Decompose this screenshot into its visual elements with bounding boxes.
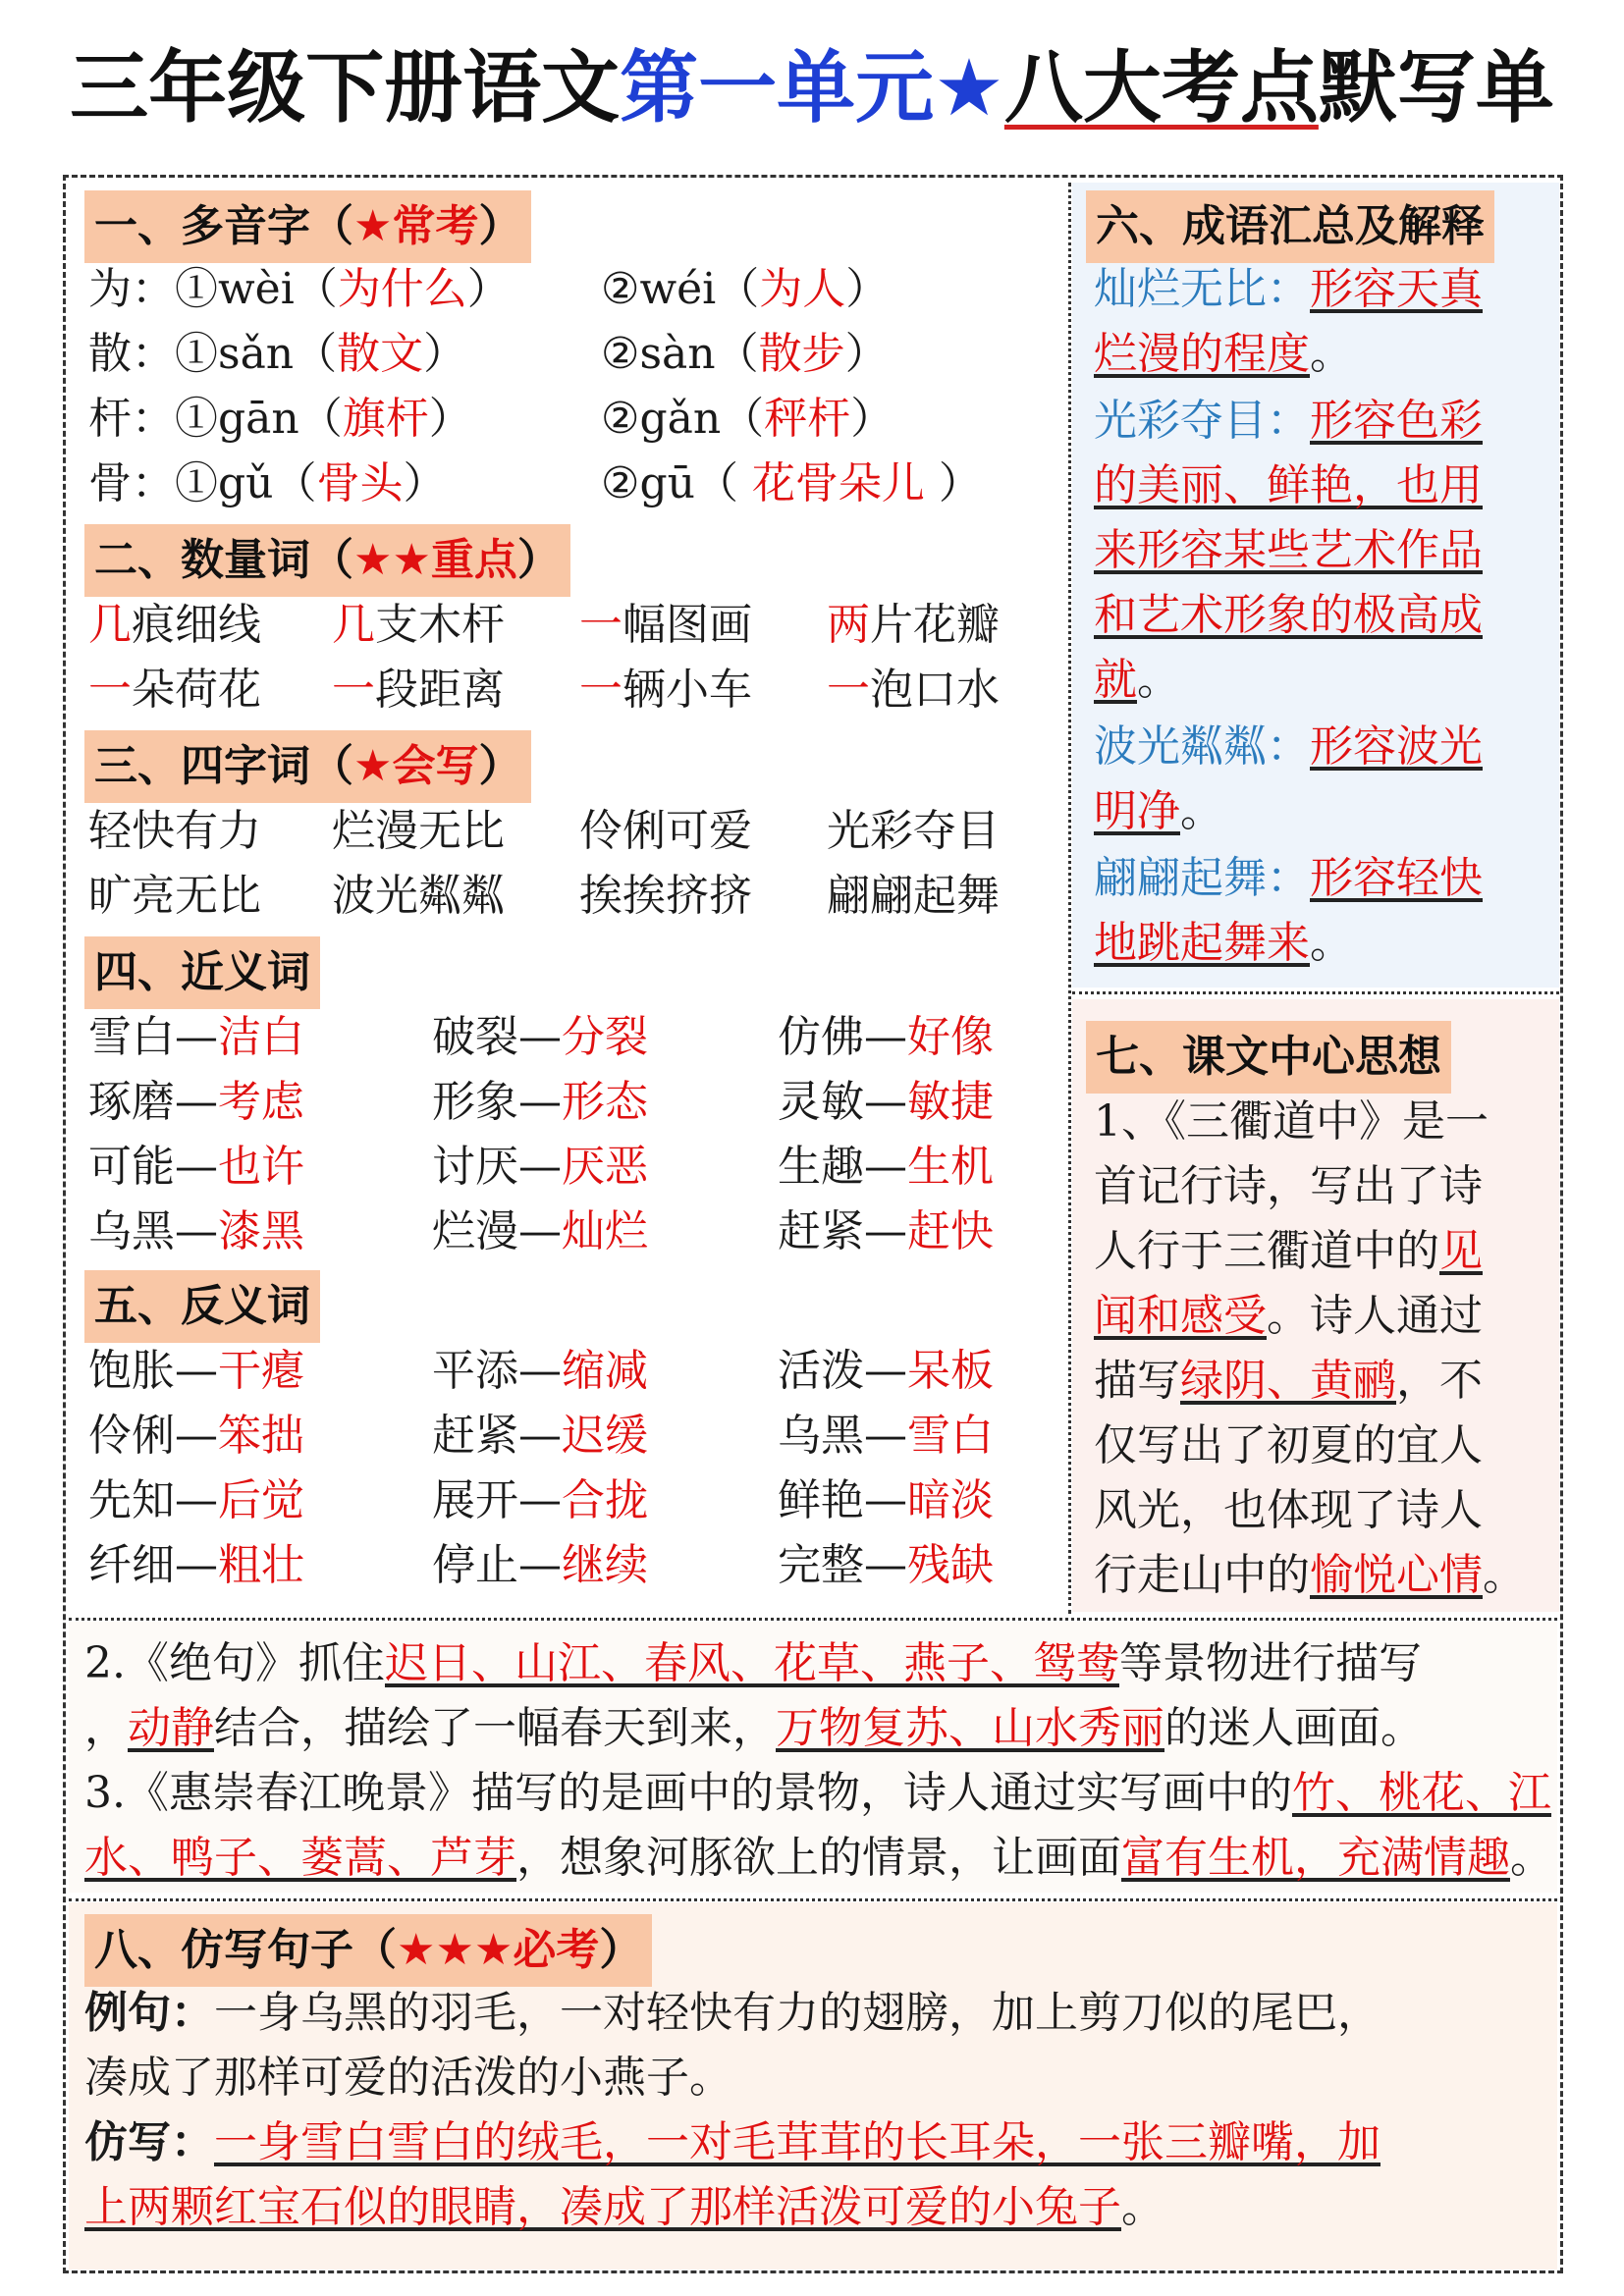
section-antonym-header: 五、反义词 xyxy=(84,1270,320,1343)
imitation-divider xyxy=(69,1898,1557,1901)
polyphonic-row: ②gū（ 花骨朵儿 ） xyxy=(601,458,982,508)
theme-line: 1、《三衢道中》是一 xyxy=(1094,1096,1489,1147)
quantifier-item: 一段距离 xyxy=(332,665,505,715)
synonym-pair: 讨厌—厌恶 xyxy=(432,1142,648,1192)
theme-line: 行走山中的愉悦心情。 xyxy=(1094,1550,1526,1600)
synonym-pair: 乌黑—漆黑 xyxy=(88,1206,304,1256)
section-synonym-header: 四、近义词 xyxy=(84,936,320,1009)
synonym-pair: 形象—形态 xyxy=(432,1077,648,1127)
synonym-pair: 仿佛—好像 xyxy=(778,1012,994,1062)
theme-line: 描写绿阴、黄鹂，不 xyxy=(1094,1356,1483,1406)
quantifier-item: 几支木杆 xyxy=(332,600,505,650)
quantifier-item: 一泡口水 xyxy=(827,665,1000,715)
antonym-pair: 乌黑—雪白 xyxy=(778,1411,994,1461)
section-four-char-header: 三、四字词（★会写） xyxy=(84,730,531,803)
imitation-sentence: 上两颗红宝石似的眼睛，凑成了那样活泼可爱的小兔子。 xyxy=(84,2182,1164,2232)
four-char-word: 挨挨挤挤 xyxy=(579,871,752,921)
antonym-pair: 伶俐—笨拙 xyxy=(88,1411,304,1461)
synonym-pair: 赶紧—赶快 xyxy=(778,1206,994,1256)
right-divider xyxy=(1072,991,1559,994)
quantifier-item: 一幅图画 xyxy=(579,600,752,650)
antonym-pair: 活泼—呆板 xyxy=(778,1346,994,1396)
synonym-pair: 琢磨—考虑 xyxy=(88,1077,304,1127)
antonym-pair: 饱胀—干瘪 xyxy=(88,1346,304,1396)
synonym-pair: 烂漫—灿烂 xyxy=(432,1206,648,1256)
quantifier-item: 一辆小车 xyxy=(579,665,752,715)
poem-summary-line: ，动静结合，描绘了一幅春天到来，万物复苏、山水秀丽的迷人画面。 xyxy=(84,1703,1424,1753)
polyphonic-row: 杆：①gān（旗杆） xyxy=(88,394,472,444)
four-char-word: 伶俐可爱 xyxy=(579,806,752,856)
polyphonic-row: ②wéi（为人） xyxy=(601,264,890,314)
section-theme-header: 七、课文中心思想 xyxy=(1086,1021,1451,1094)
section-imitation-header: 八、仿写句子（★★★必考） xyxy=(84,1914,652,1987)
four-char-word: 烂漫无比 xyxy=(332,806,505,856)
antonym-pair: 先知—后觉 xyxy=(88,1475,304,1525)
four-char-word: 光彩夺目 xyxy=(827,806,1000,856)
section-polyphonic-header: 一、多音字（★常考） xyxy=(84,190,531,263)
synonym-pair: 生趣—生机 xyxy=(778,1142,994,1192)
quantifier-item: 几痕细线 xyxy=(88,600,261,650)
example-sentence: 例句：一身乌黑的羽毛，一对轻快有力的翅膀，加上剪刀似的尾巴， xyxy=(84,1988,1380,2038)
idiom-explanation: 地跳起舞来。 xyxy=(1094,918,1353,968)
antonym-pair: 停止—继续 xyxy=(432,1540,648,1590)
four-char-word: 波光粼粼 xyxy=(332,871,505,921)
example-sentence: 凑成了那样可爱的活泼的小燕子。 xyxy=(84,2053,732,2103)
antonym-pair: 鲜艳—暗淡 xyxy=(778,1475,994,1525)
column-divider xyxy=(1068,183,1071,1614)
synonym-pair: 雪白—洁白 xyxy=(88,1012,304,1062)
four-char-word: 旷亮无比 xyxy=(88,871,261,921)
theme-line: 人行于三衢道中的见 xyxy=(1094,1226,1483,1276)
idiom-entry: 波光粼粼：形容波光 xyxy=(1094,721,1483,772)
idiom-explanation: 的美丽、鲜艳，也用 xyxy=(1094,460,1483,510)
synonym-pair: 灵敏—敏捷 xyxy=(778,1077,994,1127)
poem-summary-line: 水、鸭子、蒌蒿、芦芽，想象河豚欲上的情景，让画面富有生机，充满情趣。 xyxy=(84,1833,1553,1883)
quantifier-item: 一朵荷花 xyxy=(88,665,261,715)
synonym-pair: 破裂—分裂 xyxy=(432,1012,648,1062)
section-quantifier-header: 二、数量词（★★重点） xyxy=(84,524,570,597)
idiom-explanation: 和艺术形象的极高成 xyxy=(1094,590,1483,640)
four-char-word: 翩翩起舞 xyxy=(827,871,1000,921)
four-char-word: 轻快有力 xyxy=(88,806,261,856)
polyphonic-row: ②gǎn（秤杆） xyxy=(601,394,894,444)
theme-line: 风光，也体现了诗人 xyxy=(1094,1485,1483,1535)
idiom-explanation: 明净。 xyxy=(1094,786,1223,836)
page-title: 三年级下册语文第一单元★八大考点默写单 xyxy=(70,42,1554,133)
poem-summary-line: 3.《惠崇春江晚景》描写的是画中的景物，诗人通过实写画中的竹、桃花、江 xyxy=(84,1768,1551,1818)
idiom-entry: 光彩夺目：形容色彩 xyxy=(1094,396,1483,446)
idiom-entry: 灿烂无比：形容天真 xyxy=(1094,264,1483,314)
theme-line: 闻和感受。诗人通过 xyxy=(1094,1291,1483,1341)
imitation-sentence: 仿写：一身雪白雪白的绒毛，一对毛茸茸的长耳朵，一张三瓣嘴，加 xyxy=(84,2117,1380,2167)
quantifier-item: 两片花瓣 xyxy=(827,600,1000,650)
idiom-explanation: 烂漫的程度。 xyxy=(1094,329,1353,379)
antonym-pair: 平添—缩减 xyxy=(432,1346,648,1396)
poem-summary-line: 2.《绝句》抓住迟日、山江、春风、花草、燕子、鸳鸯等景物进行描写 xyxy=(84,1638,1422,1688)
antonym-pair: 纤细—粗壮 xyxy=(88,1540,304,1590)
synonym-pair: 可能—也许 xyxy=(88,1142,304,1192)
polyphonic-row: 骨：①gǔ（骨头） xyxy=(88,458,447,508)
antonym-pair: 赶紧—迟缓 xyxy=(432,1411,648,1461)
antonym-pair: 完整—残缺 xyxy=(778,1540,994,1590)
antonym-pair: 展开—合拢 xyxy=(432,1475,648,1525)
section-idiom-header: 六、成语汇总及解释 xyxy=(1086,190,1494,263)
polyphonic-row: 为：①wèi（为什么） xyxy=(88,264,511,314)
idiom-entry: 翩翩起舞：形容轻快 xyxy=(1094,853,1483,903)
idiom-explanation: 就。 xyxy=(1094,655,1180,705)
polyphonic-row: ②sàn（散步） xyxy=(601,329,889,379)
polyphonic-row: 散：①sǎn（散文） xyxy=(88,329,467,379)
idiom-explanation: 来形容某些艺术作品 xyxy=(1094,525,1483,575)
poem-divider xyxy=(69,1618,1557,1621)
theme-line: 仅写出了初夏的宜人 xyxy=(1094,1420,1483,1470)
theme-line: 首记行诗，写出了诗 xyxy=(1094,1161,1483,1211)
